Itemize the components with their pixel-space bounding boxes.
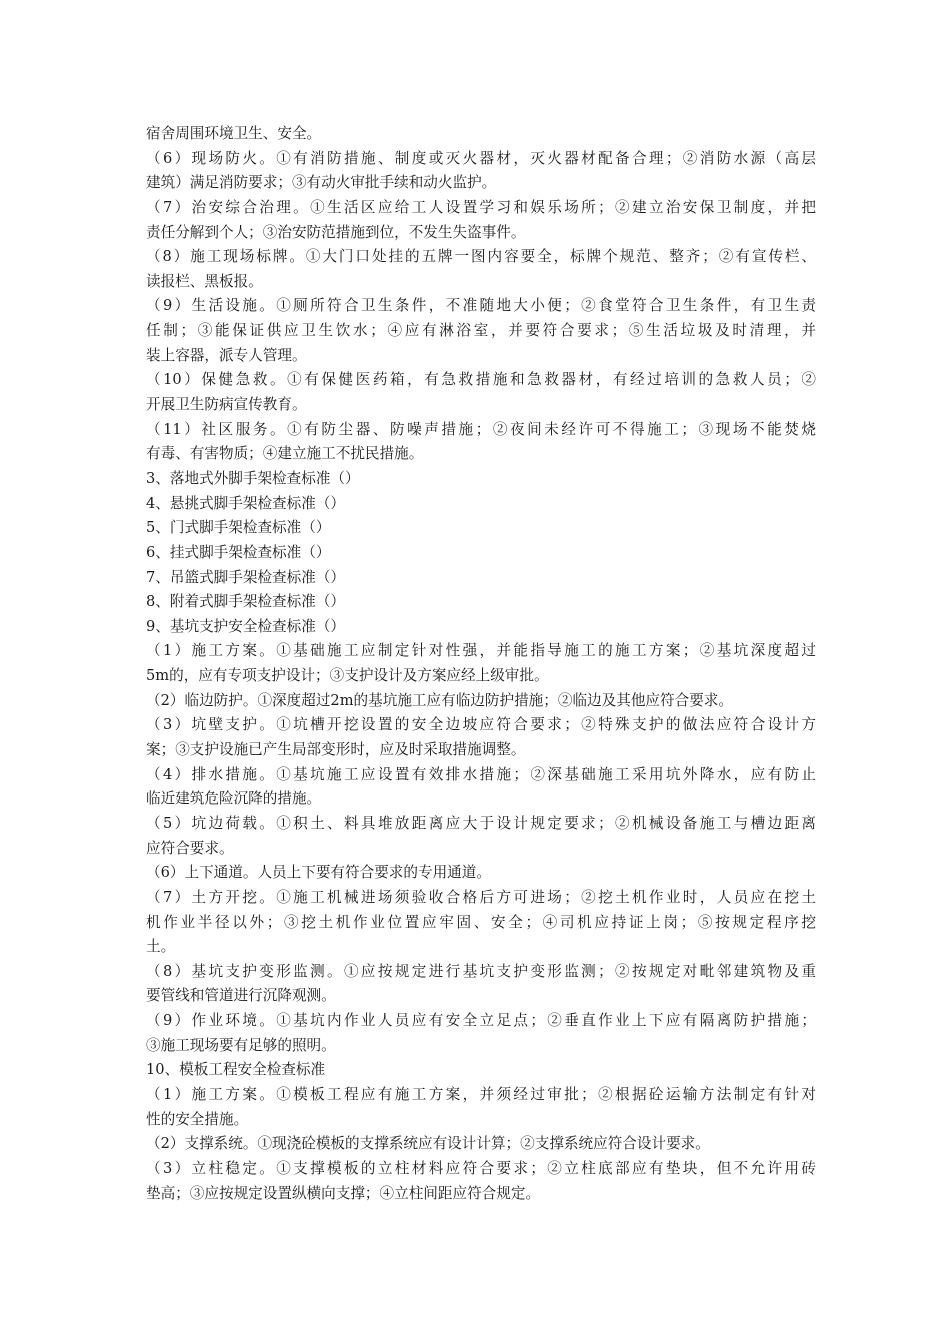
text-line: 性的安全措施。 [146,1110,249,1128]
text-line: （3）立柱稳定。①支撑模板的立柱材料应符合要求；②立柱底部应有垫块，但不允许用砖 [146,1159,816,1177]
text-line: （6）上下通道。人员上下要有符合要求的专用通道。 [146,864,491,882]
text-line: 5、门式脚手架检查标准（） [146,519,331,537]
text-line: （1）施工方案。①基础施工应制定针对性强，并能指导施工的施工方案；②基坑深度超过 [146,642,816,660]
text-line: 土。 [146,938,176,956]
text-line: 案；③支护设施已产生局部变形时，应及时采取措施调整。 [146,741,526,759]
text-line: （8）施工现场标牌。①大门口处挂的五牌一图内容要全，标牌个规范、整齐；②有宣传栏、 [146,248,816,266]
text-line: （10）保健急救。①有保健医药箱，有急救措施和急救器材，有经过培训的急救人员；② [146,371,816,389]
text-line: 宿舍周围环境卫生、安全。 [146,125,322,142]
text-line: （11）社区服务。①有防尘器、防噪声措施；②夜间未经许可不得施工；③现场不能焚烧 [146,420,816,438]
text-line: 读报栏、黑板报。 [146,272,263,290]
text-line: （4）排水措施。①基坑施工应设置有效排水措施；②深基础施工采用坑外降水，应有防止 [146,765,816,783]
text-line: （9）生活设施。①厕所符合卫生条件，不准随地大小便；②食堂符合卫生条件，有卫生责 [146,297,816,315]
text-line: （9）作业环境。①基坑内作业人员应有安全立足点；②垂直作业上下应有隔离防护措施； [146,1012,816,1030]
text-line: 8、附着式脚手架检查标准（） [146,593,346,611]
text-line: 有毒、有害物质；④建立施工不扰民措施。 [146,445,424,463]
text-line: 临近建筑危险沉降的措施。 [146,790,322,808]
text-line: （2）临边防护。①深度超过2m的基坑施工应有临边防护措施；②临边及其他应符合要求。 [146,691,733,709]
text-line: 应符合要求。 [146,839,234,857]
text-line: （5）坑边荷载。①积土、料具堆放距离应大于设计规定要求；②机械设备施工与槽边距离 [146,814,816,832]
text-line: 3、落地式外脚手架检查标准（） [146,469,360,487]
text-line: 要管线和管道进行沉降观测。 [146,987,336,1005]
text-line: 建筑）满足消防要求；③有动火审批手续和动火监护。 [146,174,497,192]
text-line: （1）施工方案。①模板工程应有施工方案，并须经过审批；②根据砼运输方法制定有针对 [146,1085,816,1103]
document-body [146,122,816,1206]
text-line: 5m的，应有专项支护设计；③支护设计及方案应经上级审批。 [146,667,549,685]
text-line: 7、吊篮式脚手架检查标准（） [146,568,346,586]
text-line: 机作业半径以外；③挖土机作业位置应牢固、安全；④司机应持证上岗；⑤按规定程序挖 [146,913,816,931]
text-line: 开展卫生防病宣传教育。 [146,396,307,414]
text-line: 垫高；③应按规定设置纵横向支撑；④立柱间距应符合规定。 [146,1184,541,1202]
text-line: 4、悬挑式脚手架检查标准（） [146,494,346,512]
text-line: （8）基坑支护变形监测。①应按规定进行基坑支护变形监测；②按规定对毗邻建筑物及重 [146,962,816,980]
text-line: 装上容器，派专人管理。 [146,346,307,364]
text-line: 责任分解到个人；③治安防范措施到位，不发生失盗事件。 [146,223,526,241]
text-line: 任制；③能保证供应卫生饮水；④应有淋浴室，并要符合要求；⑤生活垃圾及时清理，并 [146,322,816,340]
text-line: （2）支撑系统。①现浇砼模板的支撑系统应有设计计算；②支撑系统应符合设计要求。 [146,1135,710,1153]
text-line: （7）治安综合治理。①生活区应给工人设置学习和娱乐场所；②建立治安保卫制度，并把 [146,198,816,216]
text-line: （3）坑壁支护。①坑槽开挖设置的安全边坡应符合要求；②特殊支护的做法应符合设计方 [146,716,816,734]
text-line: （7）土方开挖。①施工机械进场须验收合格后方可进场；②挖土机作业时，人员应在挖土 [146,888,816,906]
text-line: 10、模板工程安全检查标准 [146,1061,326,1079]
text-line: （6）现场防火。①有消防措施、制度或灭火器材，灭火器材配备合理；②消防水源（高层 [146,149,816,167]
text-line: ③施工现场要有足够的照明。 [146,1036,336,1054]
text-line: 9、基坑支护安全检查标准（） [146,617,346,635]
text-line: 6、挂式脚手架检查标准（） [146,543,331,561]
